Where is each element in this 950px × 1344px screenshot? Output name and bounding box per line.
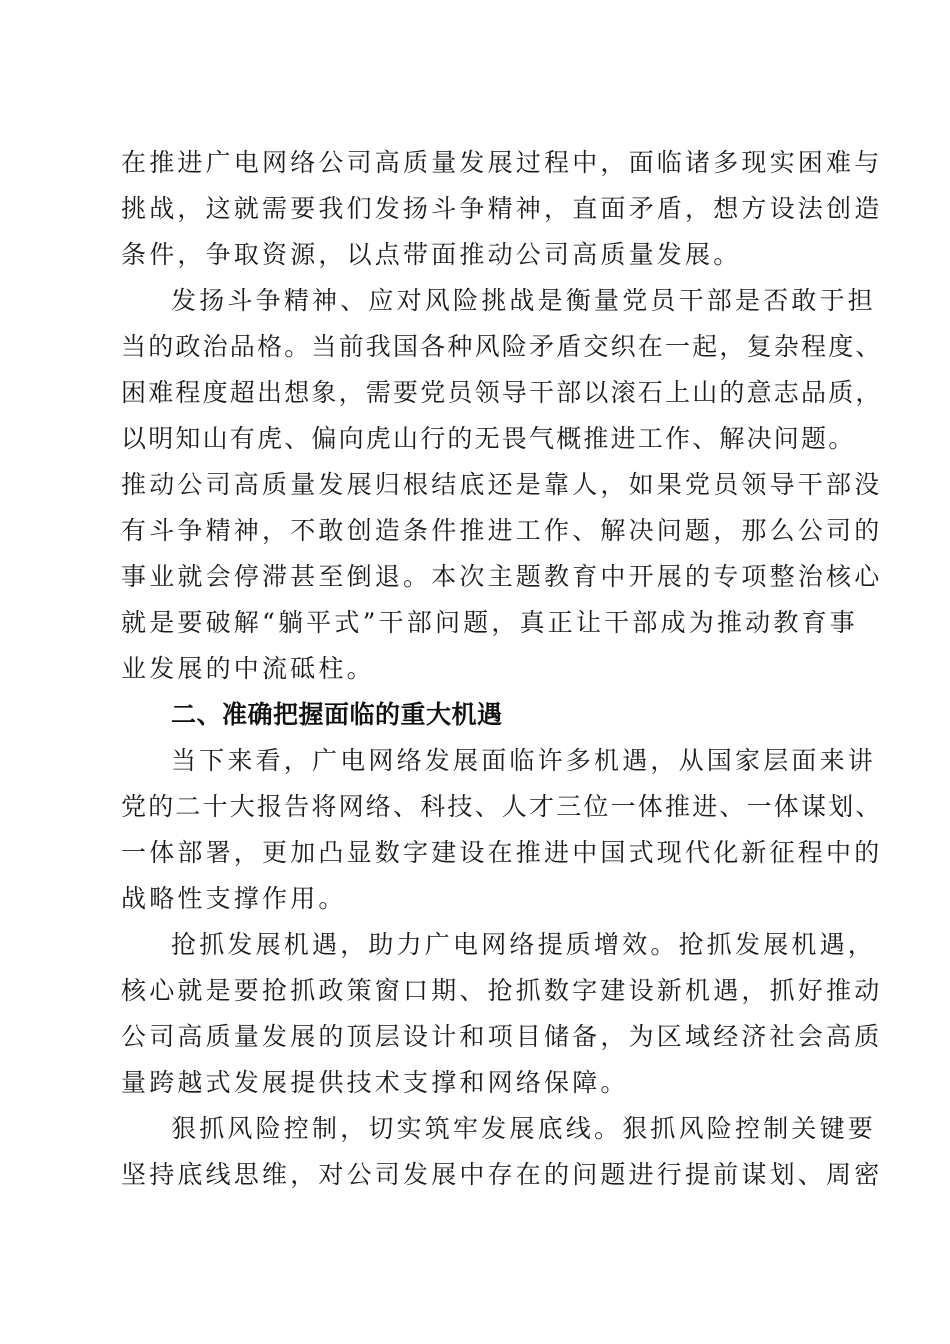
paragraph-line: 条件，争取资源，以点带面推动公司高质量发展。: [121, 240, 742, 269]
paragraph-line: 挑战，这就需要我们发扬斗争精神，直面矛盾，想方设法创造: [121, 194, 883, 223]
paragraph-line: 战略性支撑作用。: [121, 884, 347, 913]
paragraph-line: 当的政治品格。当前我国各种风险矛盾交织在一起，复杂程度、: [121, 332, 883, 361]
paragraph-line: 有斗争精神，不敢创造条件推进工作、解决问题，那么公司的: [121, 516, 883, 545]
section-heading: 二、准确把握面临的重大机遇: [171, 700, 503, 729]
paragraph-line: 以明知山有虎、偏向虎山行的无畏气概推进工作、解决问题。: [121, 424, 856, 453]
paragraph-line: 在推进广电网络公司高质量发展过程中，面临诸多现实困难与: [121, 148, 883, 177]
paragraph-line: 发扬斗争精神、应对风险挑战是衡量党员干部是否敢于担: [171, 286, 877, 315]
paragraph-line: 困难程度超出想象，需要党员领导干部以滚石上山的意志品质，: [121, 378, 883, 407]
paragraph-line: 公司高质量发展的顶层设计和项目储备，为区域经济社会高质: [121, 1022, 883, 1051]
paragraph-line: 狠抓风险控制，切实筑牢发展底线。狠抓风险控制关键要: [171, 1114, 877, 1143]
paragraph-line: 业发展的中流砥柱。: [121, 654, 375, 683]
paragraph-line: 事业就会停滞甚至倒退。本次主题教育中开展的专项整治核心: [121, 562, 883, 591]
paragraph-line: 坚持底线思维，对公司发展中存在的问题进行提前谋划、周密: [121, 1160, 883, 1189]
paragraph-line: 抢抓发展机遇，助力广电网络提质增效。抢抓发展机遇，: [171, 930, 877, 959]
paragraph-line: 推动公司高质量发展归根结底还是靠人，如果党员领导干部没: [121, 470, 883, 499]
paragraph-line: 核心就是要抢抓政策窗口期、抢抓数字建设新机遇，抓好推动: [121, 976, 883, 1005]
paragraph-line: 量跨越式发展提供技术支撑和网络保障。: [121, 1068, 629, 1097]
paragraph-line: 党的二十大报告将网络、科技、人才三位一体推进、一体谋划、: [121, 792, 883, 821]
paragraph-line: 一体部署，更加凸显数字建设在推进中国式现代化新征程中的: [121, 838, 883, 867]
paragraph-line: 当下来看，广电网络发展面临许多机遇，从国家层面来讲: [171, 746, 877, 775]
paragraph-line: 就是要破解“躺平式”干部问题，真正让干部成为推动教育事: [121, 608, 858, 637]
